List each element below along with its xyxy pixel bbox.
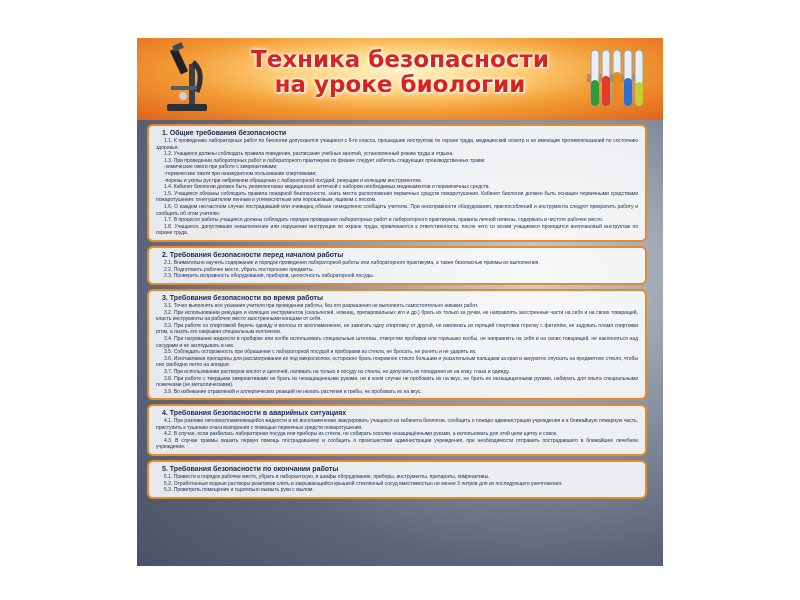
section-item: 4.2. В случае, если разбилась лабораторная посуда или приборы из стекла, не собирать осколки незащищёнными руками, а использовать для этой цели щетку и совок. [164, 431, 558, 438]
section-item: 3.6. Изготавливая препараты для рассматривания их под микроскопом, осторожно брать покровное стекло большим и указательным пальцами за края и аккуратно опускать на предметное стекло, чтобы оно свободно легло на аппарат. [156, 355, 638, 369]
section-general-requirements [147, 124, 647, 242]
section-item: 1.1. К проведению лабораторных работ по биологии допускаются учащиеся с 6-го класса, прошедшие инструктаж по охране труда, медицинский осмотр и не имеющие противопоказаний по состоянию здоровья. [156, 138, 638, 151]
section-item: 5.3. Проветрить помещение и тщательно вымыть руки с мылом. [164, 487, 314, 494]
section-item: 1.5. Учащиеся обязаны соблюдать правила пожарной безопасности, знать места расположения первичных средств пожаротушения. Кабинет биологии должен быть оснащен первичными средствами пожаротушения: огнетушителем пенным и углекислотным или порошковым, ящиком с песком. [156, 190, 638, 204]
section-item: 2.3. Проверить исправность оборудования, приборов, целостность лабораторной посуды. [164, 273, 375, 280]
section-title: 3. Требования безопасности во время работы [162, 295, 323, 302]
section-title: 4. Требования безопасности в аварийных ситуациях [162, 410, 347, 417]
section-item: 1.6. О каждом несчастном случае пострадавший или очевидец обязан немедленно сообщить учителю. При неисправности оборудования, приспособлений и инструмента следует прекратить работу и сообщить об этом учителю. [156, 203, 638, 217]
section-item: 3.1. Точно выполнять все указания учителя при проведении работы, без его разрешения не выполнять самостоятельно никаких работ. [164, 303, 479, 309]
section-item: 1.4. Кабинет биологии должен быть укомплектован медицинской аптечкой с набором необходимых медикаментов и перевязочных средств. [164, 184, 490, 191]
section-after-work [147, 460, 647, 499]
section-item: -порезы и уколы рук при небрежном обращении с лабораторной посудой, режущим и колющим инструментом. [164, 177, 422, 184]
section-item: 1.8. Учащиеся, допустившие невыполнение или нарушение инструкции по охране труда, привлекаются к ответственности, после чего со всеми учащимися проводится внеплановый инструктаж по охране труда. [156, 223, 638, 237]
section-before-work [147, 246, 647, 285]
title-line-2: на уроке биологии [274, 72, 526, 98]
section-item: 5.1. Привести в порядок рабочее место, убрать в лаборантскую, в шкафы оборудование, приборы, инструменты, препараты, химреактивы. [164, 474, 490, 480]
section-item: 2.2. Подготовить рабочее место, убрать посторонние предметы. [164, 266, 314, 273]
section-item: 3.9. Во избежание отравлений и аллергических реакций не нюхать растения и грибы, не пробовать их на вкус. [164, 388, 422, 395]
section-item: 1.2. Учащиеся должны соблюдать правила поведения, расписание учебных занятий, установленный режим труда и отдыха. [164, 151, 454, 158]
section-item: -термические ожоги при неаккуратном пользовании спиртовками; [164, 170, 317, 177]
section-item: 3.5. Соблюдать осторожность при обращении с лабораторной посудой и приборами из стекла, не бросать, не ронять и не ударять их. [164, 349, 477, 356]
section-item: 1.3. При проведении лабораторных работ и лабораторного практикума по физике следует избегать следующих производственных травм: [164, 157, 486, 164]
section-item: 3.2. При использовании режущих и колющих инструментов (скальпелей, ножниц, препаровальных игл и др.) брать их только за ручки, не направлять заостренные части на себя и на своих товарищей, класть инструменты на рабочее место заостренными концами от себя. [156, 309, 638, 323]
section-item: 1.7. В процессе работы учащиеся должны соблюдать порядок проведения лабораторных работ и лабораторного практикума, правила личной гигиены, содержать в чистоте рабочее место. [164, 217, 604, 224]
section-title: 2. Требования безопасности перед началом работы [162, 252, 344, 259]
title-line-1: Техника безопасности [251, 47, 549, 73]
section-item: 4.1. При разливе легковоспламеняющейся жидкости и её воспламенении эвакуировать учащихся из кабинета биологии, сообщить о пожаре администрации учреждения и в ближайшую пожарную часть, приступить к тушению очага возгорания с помощью первичных средств пожаротушения. [156, 418, 638, 431]
section-item: -химические ожоги при работе с химреактивами; [164, 164, 278, 171]
section-during-work [147, 289, 647, 400]
safety-poster [137, 38, 663, 566]
section-item: 3.3. При работе со спиртовкой беречь одежду и волосы от воспламенения, не зажигать одну спиртовку от другой, не извлекать из горящей спиртовки горелку с фитилём, не задувать пламя спиртовки ртом, а гасить его накрывая специальным колпачком. [156, 322, 638, 336]
section-item: 3.8. При работе с твердыми химреактивами не брать их незащищенными руками, ни в коем случае не пробовать их на вкус, не брать их незащищенными руками, набирать для опыта специальными ложечками (не металлическими). [156, 375, 638, 389]
section-item: 3.4. При нагревании жидкости в пробирке или колбе использовать специальные штативы, отверстие пробирки или горлышко колбы, не направлять на себя и на своих товарищей, не наклоняться над сосудами и не заглядывать в них. [156, 335, 638, 349]
section-emergency [147, 404, 647, 456]
section-item: 4.3. В случае травмы оказать первую помощь пострадавшему и сообщить о происшествии администрации учреждения, при необходимости отправить пострадавшего в ближайшее лечебное учреждение. [156, 437, 638, 451]
section-item: 5.2. Отработанные водные растворы реактивов слить в закрывающийся крышкой стеклянный сосуд вместимостью не менее 3 литров для их последующего уничтожения. [164, 480, 563, 487]
poster-header [137, 38, 663, 120]
section-title: 1. Общие требования безопасности [162, 130, 287, 137]
section-item: 2.1. Внимательно изучить содержание и порядок проведения лабораторной работы или лабораторного практикума, а также безопасные приемы их выполнения. [164, 260, 540, 266]
section-title: 5. Требования безопасности по окончании работы [162, 466, 339, 473]
section-item: 3.7. При использовании растворов кислот и щелочей, наливать на только в посуду из стекла, не допускать их попадания их на кожу, глаза и одежду. [164, 368, 510, 375]
test-tubes-icon [585, 46, 645, 112]
